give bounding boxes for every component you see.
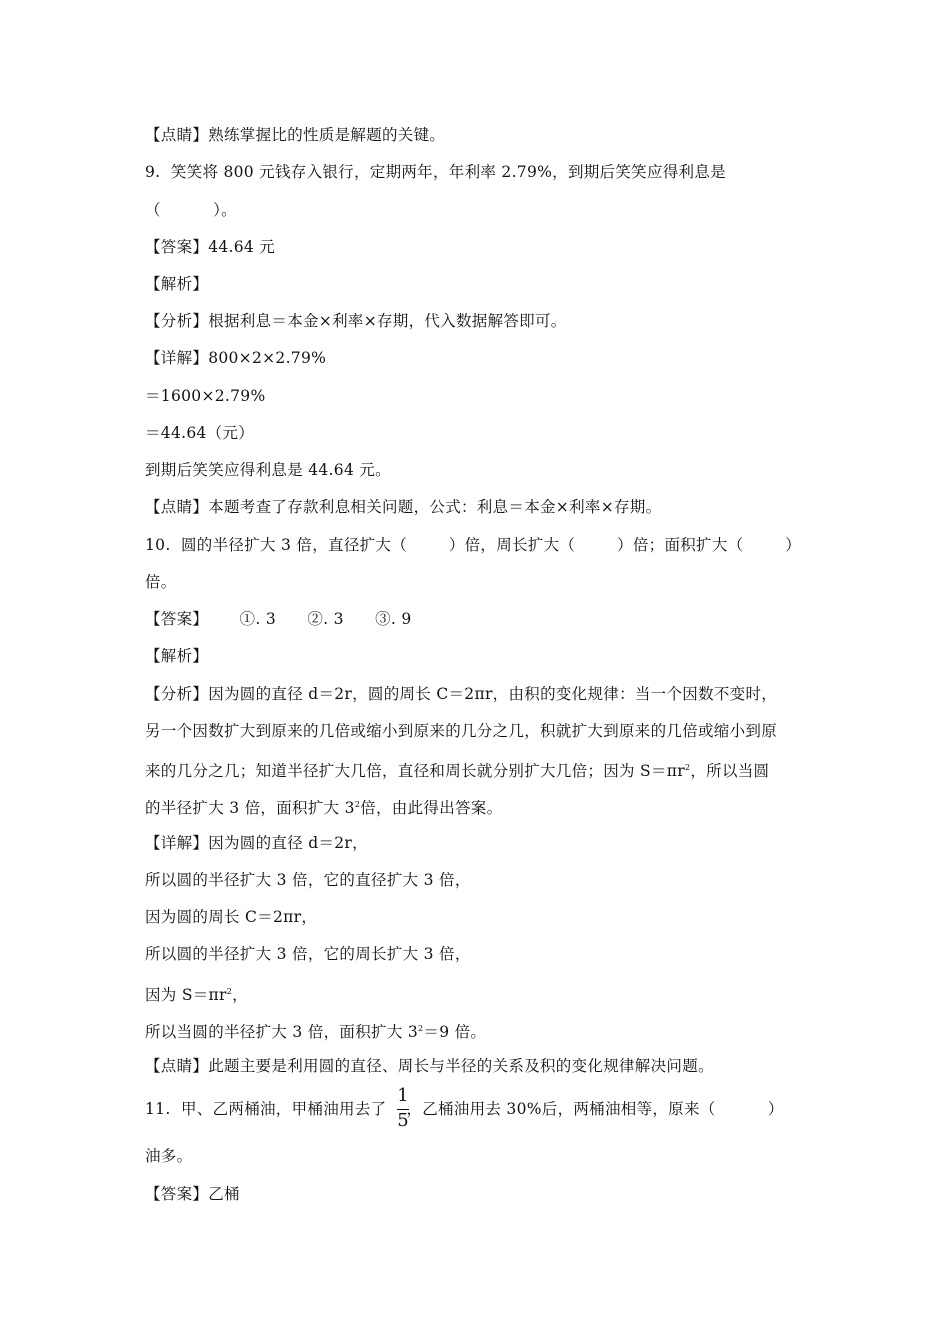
text-line: 来的几分之几；知道半径扩大几倍，直径和周长就分别扩大几倍；因为 $S=\pi r^2$，所以当圆	[145, 762, 770, 780]
text-line: 另一个因数扩大到原来的几倍或缩小到原来的几分之几，积就扩大到原来的几倍或缩小到原	[145, 722, 778, 740]
text-line: 【点睛】此题主要是利用圆的直径、周长与半径的关系及积的变化规律解决问题。	[145, 1057, 714, 1075]
text-line: 因为 $S=\pi r^2$，	[145, 986, 248, 1004]
answer-line: 【答案】44.64 元	[145, 238, 276, 256]
text-line: 因为圆的周长 C＝2πr，	[145, 908, 318, 926]
text-line: 【分析】根据利息＝本金×利率×存期，代入数据解答即可。	[145, 312, 567, 330]
question-10: 10. 圆的半径扩大 3 倍，直径扩大（ ）倍，周长扩大（ ）倍；面积扩大（ ）	[145, 536, 802, 554]
text-line: 所以圆的半径扩大 3 倍，它的周长扩大 3 倍，	[145, 945, 471, 963]
answer-blank: （ ）。	[145, 201, 237, 219]
text-line: 所以圆的半径扩大 3 倍，它的直径扩大 3 倍，	[145, 871, 471, 889]
section-heading: 【解析】	[145, 275, 209, 293]
text-line: ＝1600×2.79%	[145, 387, 266, 405]
question-11: 11. 甲、乙两桶油，甲桶油用去了 ，乙桶油用去 30%后，两桶油相等，原来（ ）	[145, 1100, 784, 1118]
text-line: 的半径扩大 3 倍，面积扩大 $3^2$倍，由此得出答案。	[145, 799, 503, 817]
answer-line: 【答案】乙桶	[145, 1185, 240, 1203]
fraction-numerator: 1	[397, 1085, 409, 1106]
text-line: 【分析】因为圆的直径 d＝2r，圆的周长 C＝2πr，由积的变化规律：当一个因数不变时，	[145, 685, 778, 703]
text-line: ＝44.64（元）	[145, 424, 255, 442]
text-line: 【点睛】熟练掌握比的性质是解题的关键。	[145, 126, 446, 144]
text-line: 油多。	[145, 1147, 193, 1165]
text-line: 【详解】因为圆的直径 d＝2r，	[145, 834, 368, 852]
text-line: 所以当圆的半径扩大 3 倍，面积扩大 $3^2=9$ 倍。	[145, 1023, 487, 1041]
fraction-one-fifth	[397, 1086, 409, 1131]
text-line: 【详解】800×2×2.79%	[145, 349, 327, 367]
fraction-denominator: 5	[397, 1110, 409, 1131]
question-9: 9. 笑笑将 800 元钱存入银行，定期两年，年利率 2.79%，到期后笑笑应得利息是	[145, 163, 726, 181]
text-line: 到期后笑笑应得利息是 44.64 元。	[145, 461, 391, 479]
answer-line: 【答案】 ①. 3 ②. 3 ③. 9	[145, 610, 412, 628]
text-line: 倍。	[145, 573, 177, 591]
text-line: 【点睛】本题考查了存款利息相关问题，公式：利息＝本金×利率×存期。	[145, 498, 662, 516]
section-heading: 【解析】	[145, 647, 209, 665]
